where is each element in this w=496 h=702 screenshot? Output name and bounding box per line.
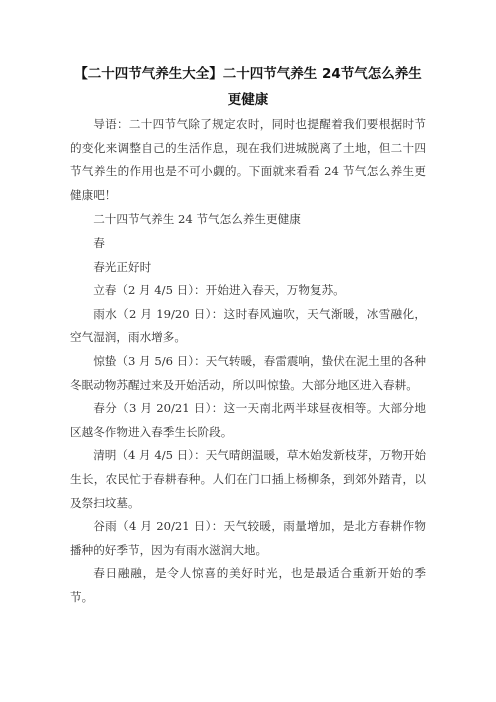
term-lichun: 立春（2 月 4/5 日）：开始进入春天，万物复苏。 <box>93 283 345 298</box>
document-title <box>70 61 426 113</box>
term-qingming: 清明（4 月 4/5 日）：天气晴朗温暖，草木始发新枝芽，万物开始生长，农民忙于春耕春种。人们在门口插上杨柳条，到郊外踏青，以及祭扫坟墓。 <box>70 448 426 510</box>
season-tagline: 春光正好时 <box>93 259 152 274</box>
closing-paragraph: 春日融融，是令人惊喜的美好时光，也是最适合重新开始的季节。 <box>70 566 426 604</box>
title-line-2: 更健康 <box>227 92 269 108</box>
document-body <box>70 113 426 609</box>
season-heading: 春 <box>93 235 105 250</box>
term-jingzhe: 惊蛰（3 月 5/6 日）：天气转暖，春雷震响，蛰伏在泥土里的各种冬眠动物苏醒过来及开始活动，所以叫惊蛰。大部分地区进入春耕。 <box>70 353 426 392</box>
intro-paragraph: 导语：二十四节气除了规定农时，同时也提醒着我们要根据时节的变化来调整自己的生活作息，现在我们进城脱离了土地，但二十四节气养生的作用也是不可小觑的。下面就来看看 24 节气怎么养生更健康吧！ <box>70 117 426 202</box>
term-chunfen: 春分（3 月 20/21 日）：这一天南北两半球昼夜相等。大部分地区越冬作物进入春季生长阶段。 <box>70 401 426 439</box>
subtitle-paragraph: 二十四节气养生 24 节气怎么养生更健康 <box>93 212 301 227</box>
term-yushui: 雨水（2 月 19/20 日）：这时春风遍吹，天气渐暖，冰雪融化，空气湿润，雨水增多。 <box>70 306 426 345</box>
term-guyu: 谷雨（4 月 20/21 日）：天气较暖，雨量增加，是北方春耕作物播种的好季节，因为有雨水滋润大地。 <box>70 519 426 557</box>
title-line-1: 【二十四节气养生大全】二十四节气养生 24节气怎么养生 <box>74 66 422 82</box>
